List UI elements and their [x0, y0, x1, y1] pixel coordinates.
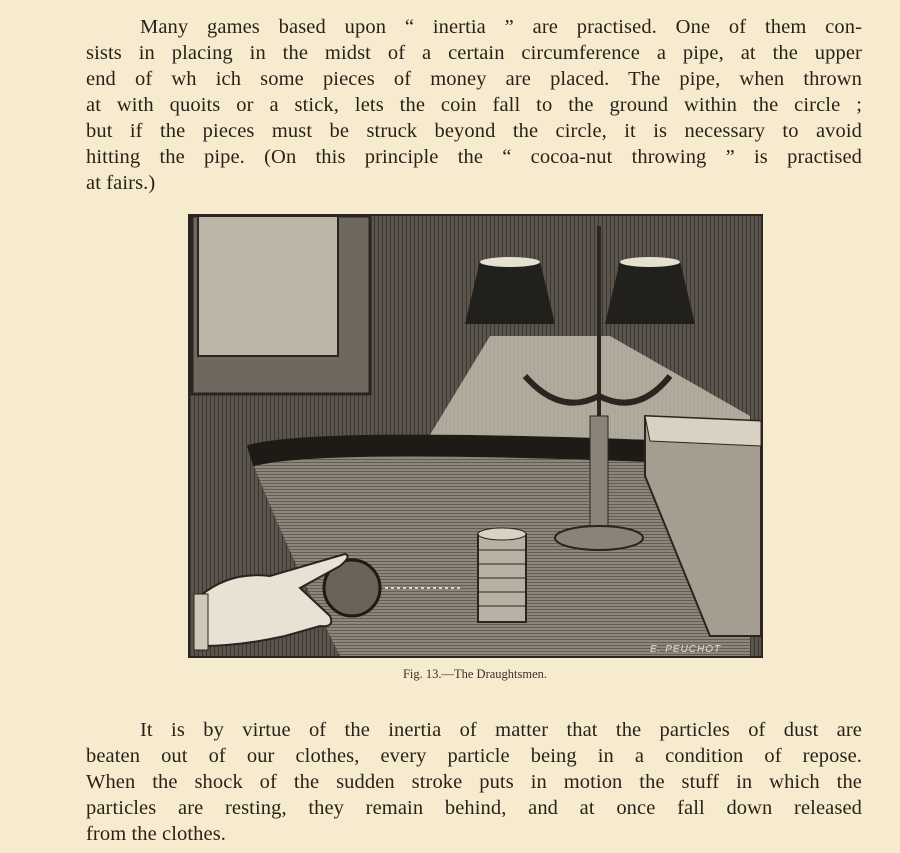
engraving-draughtsmen — [190, 216, 761, 656]
text-line: at fairs.) — [86, 172, 156, 194]
text-line: at with quoits or a stick, lets the coin fall to the ground within the circle ; — [86, 94, 862, 116]
coin-stack — [478, 528, 526, 622]
text-line: but if the pieces must be struck beyond the circle, it is necessary to avoid — [86, 120, 862, 142]
figure-illustration — [188, 214, 763, 658]
engraver-signature: E. PEUCHOT — [650, 644, 722, 655]
figure-caption: Fig. 13.—The Draughtsmen. — [402, 667, 548, 681]
text-line: sists in placing in the midst of a certain circumference a pipe, at the upper — [86, 42, 862, 64]
text-line: When the shock of the sudden stroke puts in motion the stuff in which the — [86, 771, 862, 793]
text-line: hitting the pipe. (On this principle the “ cocoa-nut throwing ” is practised — [86, 146, 862, 168]
text-line: beaten out of our clothes, every particle being in a condition of repose. — [86, 745, 862, 767]
text-line: end of wh ich some pieces of money are placed. The pipe, when thrown — [86, 68, 862, 90]
text-line: It is by virtue of the inertia of matter that the particles of dust are — [140, 719, 862, 741]
text-line: from the clothes. — [86, 823, 227, 845]
window-frame — [192, 216, 370, 394]
text-line: particles are resting, they remain behind, and at once fall down released — [86, 797, 862, 819]
text-line: Many games based upon “ inertia ” are practised. One of them con- — [140, 16, 862, 38]
